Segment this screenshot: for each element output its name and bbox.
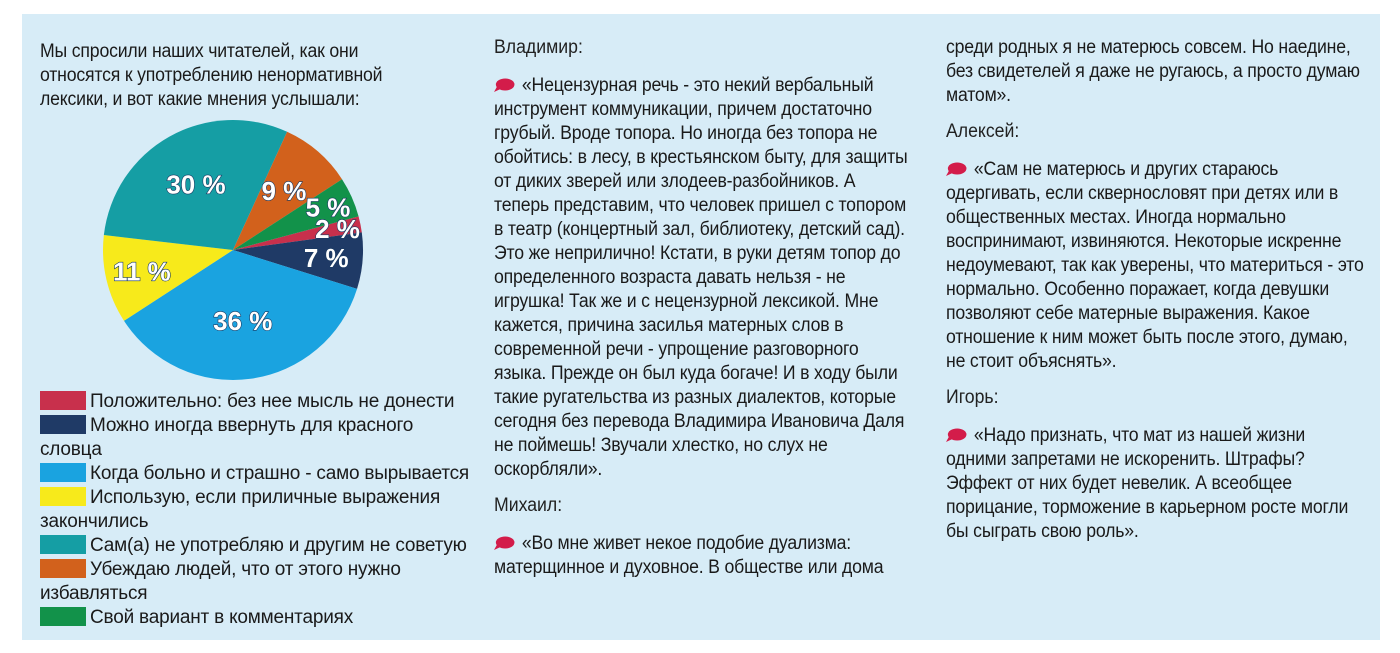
legend-item-positive (40, 390, 470, 414)
comment-mikhail-part1 (494, 532, 914, 580)
legend-label: Свой вариант в комментариях (90, 607, 354, 628)
comment-igor (946, 424, 1366, 544)
comment-text: «Во мне живет некое подобие дуализма: матерщинное и духовное. В обществе или дома (494, 533, 884, 578)
pie-chart (98, 118, 378, 388)
pie-slice-label: 7 % (303, 242, 349, 273)
comment-text: «Нецензурная речь - это некий вербальный инструмент коммуникации, причем достаточно грубый. Вроде топора. Но иногда без топора не обойтись: в лесу, в крестьянском быту, для защиты от диких зверей или злодеев-разбойников. А теперь представим, что человек пришел с топором в театр (концертный зал, библиотеку, детский сад). Это же неприлично! Кстати, в руки детям топор до определенного возраста давать нельзя - не игрушка! Так же и с нецензурной лексикой. Мне кажется, причина засилья матерных слов в современной речи - упрощение разговорного языка. Прежде он был куда богаче! И в ходу были такие ругательства из разных диалектов, которые сегодня без перевода Владимира Ивановича Даля не поймешь! Звучали хлестко, но слух не оскорбляли». (494, 75, 908, 480)
legend-swatch (40, 463, 86, 482)
legend-label: Можно иногда ввернуть для красного словца (40, 415, 414, 460)
comment-aleksey (946, 158, 1366, 374)
comment-text: «Сам не матерюсь и других стараюсь одергивать, если сквернословят при детях или в общественных местах. Иногда нормально воспринимают, извиняются. Некоторые искренне недоумевают, так как уверены, что материться - это нормально. Особенно поражает, когда девушки позволяют себе матерные выражения. Какое отношение к ним может быть после этого, думаю, не стоит объяснять». (946, 159, 1364, 372)
legend-swatch (40, 535, 86, 554)
legend-item-sometimes (40, 414, 470, 462)
legend-item-pain (40, 462, 470, 486)
pie-slice-label: 30 % (166, 169, 226, 200)
commenter-name-mikhail: Михаил: (494, 495, 563, 516)
legend-item-other (40, 606, 470, 630)
legend-item-convince (40, 558, 470, 606)
speech-bubble-icon (946, 162, 966, 176)
pie-slice-label: 2 % (315, 213, 360, 244)
speech-bubble-icon (494, 78, 514, 92)
legend-label: Использую, если приличные выражения закончились (40, 487, 441, 532)
commenter-name-aleksey: Алексей: (946, 121, 1020, 142)
pie-slice-label: 36 % (213, 305, 273, 336)
legend-label: Когда больно и страшно - само вырывается (90, 463, 470, 484)
commenter-name-igor: Игорь: (946, 387, 999, 408)
legend-item-out-of-words (40, 486, 470, 534)
legend-label: Убеждаю людей, что от этого нужно избавляться (40, 559, 401, 604)
legend-label: Сам(а) не употребляю и другим не советую (90, 535, 467, 556)
legend-swatch (40, 391, 86, 410)
pie-slice-label: 11 % (112, 256, 171, 287)
pie-slice-label: 9 % (261, 175, 307, 206)
comment-text: «Надо признать, что мат из нашей жизни одними запретами не искоренить. Штрафы? Эффект от них будет невелик. А всеобщее порицание, торможение в карьерном росте могли бы сыграть свою роль». (946, 425, 1349, 542)
legend-swatch (40, 487, 86, 506)
commenter-name-vladimir: Владимир: (494, 37, 583, 58)
speech-bubble-icon (494, 536, 514, 550)
legend-swatch (40, 607, 86, 626)
speech-bubble-icon (946, 428, 966, 442)
comment-vladimir (494, 74, 914, 482)
legend-swatch (40, 559, 86, 578)
comment-mikhail-part2: среди родных я не матерюсь совсем. Но наедине, без свидетелей я даже не ругаюсь, а просто думаю матом». (946, 37, 1360, 106)
survey-intro: Мы спросили наших читателей, как они относятся к употреблению ненормативной лексики, и вот какие мнения услышали: (40, 41, 383, 110)
chart-legend (40, 390, 470, 630)
legend-item-never (40, 534, 470, 558)
pie-slice-label: 5 % (305, 192, 351, 223)
legend-swatch (40, 415, 86, 434)
infographic-panel (22, 14, 1380, 640)
legend-label: Положительно: без нее мысль не донести (90, 391, 455, 412)
